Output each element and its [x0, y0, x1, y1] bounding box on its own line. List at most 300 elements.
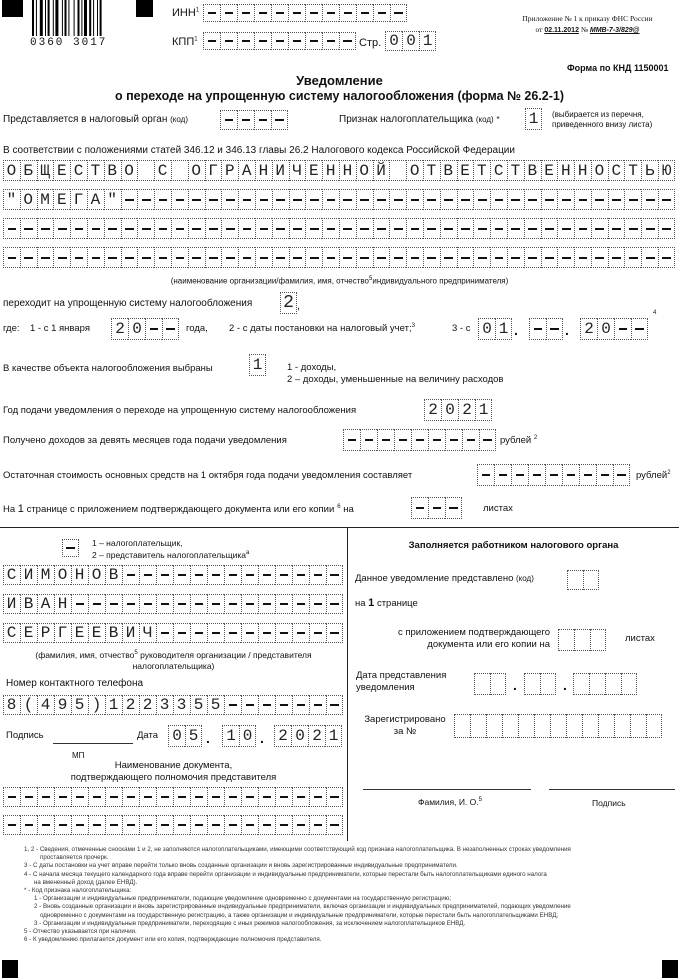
- char-cell[interactable]: [541, 247, 558, 268]
- char-cell[interactable]: [406, 247, 423, 268]
- char-cell[interactable]: [440, 247, 457, 268]
- char-cell[interactable]: [583, 570, 599, 590]
- char-cell[interactable]: [207, 623, 224, 643]
- char-cell[interactable]: [356, 218, 373, 239]
- char-cell[interactable]: [423, 189, 440, 210]
- char-cell[interactable]: [289, 218, 306, 239]
- char-cell[interactable]: [190, 594, 207, 614]
- char-cell[interactable]: [490, 247, 507, 268]
- char-cell[interactable]: [190, 815, 207, 835]
- char-cell[interactable]: [541, 218, 558, 239]
- taxpayer-sign-field[interactable]: [525, 108, 542, 130]
- char-cell[interactable]: [275, 815, 292, 835]
- char-cell[interactable]: [428, 429, 445, 451]
- char-cell[interactable]: [171, 247, 188, 268]
- char-cell[interactable]: [658, 218, 675, 239]
- char-cell[interactable]: [272, 247, 289, 268]
- char-cell[interactable]: [507, 247, 524, 268]
- char-cell[interactable]: [490, 673, 506, 695]
- char-cell[interactable]: 2: [111, 318, 128, 340]
- char-cell[interactable]: [241, 787, 258, 807]
- char-cell[interactable]: [121, 218, 138, 239]
- char-cell[interactable]: [237, 32, 254, 50]
- char-cell[interactable]: [305, 218, 322, 239]
- char-cell[interactable]: [574, 189, 591, 210]
- inn-field[interactable]: [203, 4, 407, 22]
- kpp-field[interactable]: [203, 32, 356, 50]
- char-cell[interactable]: [590, 629, 606, 651]
- char-cell[interactable]: [394, 429, 411, 451]
- tax-authority-code-field[interactable]: [220, 110, 288, 130]
- char-cell[interactable]: [3, 815, 20, 835]
- char-cell[interactable]: [486, 714, 502, 738]
- char-cell[interactable]: [272, 218, 289, 239]
- char-cell[interactable]: [524, 189, 541, 210]
- char-cell[interactable]: [339, 4, 356, 22]
- char-cell[interactable]: [557, 218, 574, 239]
- char-cell[interactable]: 1: [222, 725, 239, 747]
- char-cell[interactable]: [241, 815, 258, 835]
- char-cell[interactable]: 0: [478, 318, 495, 340]
- transition-year3-field[interactable]: [580, 318, 648, 340]
- char-cell[interactable]: [105, 594, 122, 614]
- char-cell[interactable]: [641, 189, 658, 210]
- char-cell[interactable]: [524, 247, 541, 268]
- char-cell[interactable]: [271, 110, 288, 130]
- char-cell[interactable]: [490, 189, 507, 210]
- char-cell[interactable]: [104, 247, 121, 268]
- char-cell[interactable]: [470, 714, 486, 738]
- char-cell[interactable]: 2: [280, 292, 297, 314]
- char-cell[interactable]: 1: [419, 31, 436, 51]
- char-cell[interactable]: [275, 787, 292, 807]
- char-cell[interactable]: [377, 429, 394, 451]
- char-cell[interactable]: [440, 218, 457, 239]
- organization-name-row[interactable]: [3, 160, 679, 181]
- char-cell[interactable]: [156, 815, 173, 835]
- char-cell[interactable]: [574, 629, 590, 651]
- char-cell[interactable]: [624, 189, 641, 210]
- char-cell[interactable]: [511, 464, 528, 486]
- char-cell[interactable]: [389, 247, 406, 268]
- char-cell[interactable]: [309, 815, 326, 835]
- char-cell[interactable]: [292, 787, 309, 807]
- char-cell[interactable]: [473, 218, 490, 239]
- char-cell[interactable]: [567, 570, 583, 590]
- char-cell[interactable]: [550, 714, 566, 738]
- char-cell[interactable]: [309, 623, 326, 643]
- char-cell[interactable]: [557, 189, 574, 210]
- char-cell[interactable]: [207, 787, 224, 807]
- sign-date-day-field[interactable]: [168, 725, 202, 747]
- char-cell[interactable]: [582, 714, 598, 738]
- page-number-field[interactable]: [385, 31, 436, 51]
- char-cell[interactable]: [326, 787, 343, 807]
- char-cell[interactable]: [156, 565, 173, 585]
- char-cell[interactable]: [190, 787, 207, 807]
- char-cell[interactable]: [122, 815, 139, 835]
- char-cell[interactable]: [502, 714, 518, 738]
- char-cell[interactable]: [546, 318, 563, 340]
- char-cell[interactable]: 1: [249, 354, 266, 376]
- tax-office-submitted-field[interactable]: [567, 570, 599, 590]
- char-cell[interactable]: [305, 4, 322, 22]
- char-cell[interactable]: [309, 594, 326, 614]
- char-cell[interactable]: [241, 594, 258, 614]
- char-cell[interactable]: [574, 218, 591, 239]
- char-cell[interactable]: [241, 623, 258, 643]
- char-cell[interactable]: [139, 787, 156, 807]
- char-cell[interactable]: [203, 32, 220, 50]
- char-cell[interactable]: [630, 714, 646, 738]
- char-cell[interactable]: [87, 218, 104, 239]
- char-cell[interactable]: [137, 247, 154, 268]
- char-cell[interactable]: [326, 623, 343, 643]
- char-cell[interactable]: [591, 189, 608, 210]
- char-cell[interactable]: [646, 714, 662, 738]
- char-cell[interactable]: [598, 714, 614, 738]
- char-cell[interactable]: [589, 673, 605, 695]
- char-cell[interactable]: [390, 4, 407, 22]
- char-cell[interactable]: [237, 4, 254, 22]
- char-cell[interactable]: [171, 189, 188, 210]
- char-cell[interactable]: [373, 4, 390, 22]
- char-cell[interactable]: [624, 247, 641, 268]
- char-cell[interactable]: [173, 623, 190, 643]
- char-cell[interactable]: [309, 565, 326, 585]
- char-cell[interactable]: [190, 565, 207, 585]
- char-cell[interactable]: [241, 695, 258, 715]
- char-cell[interactable]: [54, 815, 71, 835]
- submit-year-field[interactable]: [424, 399, 492, 421]
- char-cell[interactable]: [53, 218, 70, 239]
- char-cell[interactable]: [440, 189, 457, 210]
- char-cell[interactable]: [322, 189, 339, 210]
- char-cell[interactable]: [557, 247, 574, 268]
- char-cell[interactable]: [137, 218, 154, 239]
- char-cell[interactable]: [479, 429, 496, 451]
- char-cell[interactable]: 0: [128, 318, 145, 340]
- char-cell[interactable]: [105, 787, 122, 807]
- char-cell[interactable]: [20, 787, 37, 807]
- tax-office-date-month-field[interactable]: [524, 673, 556, 695]
- char-cell[interactable]: 2: [274, 725, 291, 747]
- char-cell[interactable]: [305, 247, 322, 268]
- char-cell[interactable]: [494, 464, 511, 486]
- char-cell[interactable]: [322, 247, 339, 268]
- char-cell[interactable]: [292, 594, 309, 614]
- char-cell[interactable]: [658, 247, 675, 268]
- char-cell[interactable]: [275, 594, 292, 614]
- char-cell[interactable]: [373, 218, 390, 239]
- char-cell[interactable]: [423, 247, 440, 268]
- char-cell[interactable]: [188, 189, 205, 210]
- char-cell[interactable]: [220, 32, 237, 50]
- char-cell[interactable]: [474, 673, 490, 695]
- char-cell[interactable]: [139, 565, 156, 585]
- char-cell[interactable]: [631, 318, 648, 340]
- tax-office-fio-line[interactable]: [363, 789, 531, 790]
- tax-office-attach-field[interactable]: [558, 629, 606, 651]
- char-cell[interactable]: [477, 464, 494, 486]
- char-cell[interactable]: [275, 695, 292, 715]
- char-cell[interactable]: [624, 218, 641, 239]
- char-cell[interactable]: 1: [325, 725, 342, 747]
- char-cell[interactable]: [573, 673, 589, 695]
- char-cell[interactable]: [224, 594, 241, 614]
- char-cell[interactable]: [574, 247, 591, 268]
- char-cell[interactable]: [20, 815, 37, 835]
- char-cell[interactable]: [292, 815, 309, 835]
- char-cell[interactable]: [171, 218, 188, 239]
- char-cell[interactable]: [62, 539, 79, 557]
- char-cell[interactable]: [288, 32, 305, 50]
- organization-name-row[interactable]: [3, 247, 675, 268]
- char-cell[interactable]: [224, 565, 241, 585]
- char-cell[interactable]: [121, 247, 138, 268]
- char-cell[interactable]: [579, 464, 596, 486]
- char-cell[interactable]: [258, 815, 275, 835]
- char-cell[interactable]: [255, 218, 272, 239]
- char-cell[interactable]: [373, 247, 390, 268]
- char-cell[interactable]: [156, 787, 173, 807]
- sign-date-month-field[interactable]: [222, 725, 256, 747]
- char-cell[interactable]: 2: [308, 725, 325, 747]
- char-cell[interactable]: [566, 714, 582, 738]
- signer-type-field[interactable]: [62, 539, 79, 557]
- char-cell[interactable]: [356, 247, 373, 268]
- tax-office-reg-number-field[interactable]: [454, 714, 662, 738]
- char-cell[interactable]: [221, 247, 238, 268]
- char-cell[interactable]: [162, 318, 179, 340]
- tax-office-date-day-field[interactable]: [474, 673, 506, 695]
- transition-year-field[interactable]: [111, 318, 179, 340]
- phone-field[interactable]: [3, 695, 343, 715]
- char-cell[interactable]: 0: [239, 725, 256, 747]
- char-cell[interactable]: 1: [495, 318, 512, 340]
- char-cell[interactable]: [608, 247, 625, 268]
- char-cell[interactable]: [356, 189, 373, 210]
- char-cell[interactable]: [188, 218, 205, 239]
- char-cell[interactable]: [326, 815, 343, 835]
- char-cell[interactable]: [224, 787, 241, 807]
- transition-month-field[interactable]: [529, 318, 563, 340]
- transition-day-field[interactable]: [478, 318, 512, 340]
- char-cell[interactable]: [255, 247, 272, 268]
- char-cell[interactable]: [37, 815, 54, 835]
- char-cell[interactable]: [339, 32, 356, 50]
- char-cell[interactable]: [457, 218, 474, 239]
- char-cell[interactable]: [457, 189, 474, 210]
- char-cell[interactable]: [139, 815, 156, 835]
- char-cell[interactable]: [288, 4, 305, 22]
- char-cell[interactable]: [238, 189, 255, 210]
- char-cell[interactable]: 1: [475, 399, 492, 421]
- char-cell[interactable]: [309, 787, 326, 807]
- char-cell[interactable]: [614, 714, 630, 738]
- char-cell[interactable]: [292, 565, 309, 585]
- char-cell[interactable]: [258, 623, 275, 643]
- char-cell[interactable]: [271, 32, 288, 50]
- char-cell[interactable]: [173, 565, 190, 585]
- char-cell[interactable]: 0: [385, 31, 402, 51]
- char-cell[interactable]: [445, 429, 462, 451]
- char-cell[interactable]: [292, 695, 309, 715]
- char-cell[interactable]: [88, 815, 105, 835]
- char-cell[interactable]: 0: [402, 31, 419, 51]
- char-cell[interactable]: [462, 429, 479, 451]
- char-cell[interactable]: [37, 247, 54, 268]
- char-cell[interactable]: [445, 497, 462, 519]
- char-cell[interactable]: [528, 464, 545, 486]
- char-cell[interactable]: [524, 218, 541, 239]
- char-cell[interactable]: 2: [424, 399, 441, 421]
- char-cell[interactable]: [154, 218, 171, 239]
- auth-doc-field-row2[interactable]: [3, 815, 343, 835]
- income-field[interactable]: [343, 429, 496, 451]
- char-cell[interactable]: 0: [597, 318, 614, 340]
- char-cell[interactable]: [309, 695, 326, 715]
- char-cell[interactable]: 0: [441, 399, 458, 421]
- char-cell[interactable]: [591, 218, 608, 239]
- auth-doc-field-row1[interactable]: [3, 787, 343, 807]
- char-cell[interactable]: [207, 815, 224, 835]
- char-cell[interactable]: [88, 787, 105, 807]
- char-cell[interactable]: [473, 247, 490, 268]
- char-cell[interactable]: [534, 714, 550, 738]
- signer-name-field[interactable]: [3, 594, 343, 614]
- char-cell[interactable]: [254, 32, 271, 50]
- char-cell[interactable]: [241, 565, 258, 585]
- char-cell[interactable]: [224, 815, 241, 835]
- char-cell[interactable]: [339, 218, 356, 239]
- char-cell[interactable]: [154, 189, 171, 210]
- char-cell[interactable]: [54, 787, 71, 807]
- char-cell[interactable]: 5: [185, 725, 202, 747]
- char-cell[interactable]: [37, 787, 54, 807]
- char-cell[interactable]: [258, 565, 275, 585]
- char-cell[interactable]: [613, 464, 630, 486]
- char-cell[interactable]: [339, 189, 356, 210]
- char-cell[interactable]: [70, 247, 87, 268]
- char-cell[interactable]: [258, 787, 275, 807]
- char-cell[interactable]: [37, 218, 54, 239]
- char-cell[interactable]: 2: [580, 318, 597, 340]
- char-cell[interactable]: [139, 594, 156, 614]
- tax-object-field[interactable]: [249, 354, 266, 376]
- char-cell[interactable]: [339, 247, 356, 268]
- organization-name-row[interactable]: [3, 189, 675, 210]
- char-cell[interactable]: [20, 218, 37, 239]
- char-cell[interactable]: 2: [458, 399, 475, 421]
- char-cell[interactable]: [545, 464, 562, 486]
- char-cell[interactable]: [322, 4, 339, 22]
- char-cell[interactable]: [71, 815, 88, 835]
- char-cell[interactable]: 1: [525, 108, 542, 130]
- char-cell[interactable]: [621, 673, 637, 695]
- char-cell[interactable]: [20, 247, 37, 268]
- char-cell[interactable]: [641, 247, 658, 268]
- char-cell[interactable]: [205, 218, 222, 239]
- char-cell[interactable]: [220, 4, 237, 22]
- char-cell[interactable]: [271, 4, 288, 22]
- char-cell[interactable]: [490, 218, 507, 239]
- sign-date-year-field[interactable]: [274, 725, 342, 747]
- char-cell[interactable]: [154, 247, 171, 268]
- char-cell[interactable]: [122, 787, 139, 807]
- char-cell[interactable]: [254, 110, 271, 130]
- char-cell[interactable]: [275, 565, 292, 585]
- char-cell[interactable]: [221, 218, 238, 239]
- char-cell[interactable]: [87, 247, 104, 268]
- char-cell[interactable]: 0: [291, 725, 308, 747]
- signature-line[interactable]: [53, 743, 133, 744]
- char-cell[interactable]: [558, 629, 574, 651]
- char-cell[interactable]: [292, 623, 309, 643]
- char-cell[interactable]: [605, 673, 621, 695]
- char-cell[interactable]: [591, 247, 608, 268]
- char-cell[interactable]: [608, 189, 625, 210]
- char-cell[interactable]: [411, 497, 428, 519]
- char-cell[interactable]: [190, 623, 207, 643]
- char-cell[interactable]: [423, 218, 440, 239]
- char-cell[interactable]: [305, 189, 322, 210]
- char-cell[interactable]: [221, 189, 238, 210]
- char-cell[interactable]: [238, 218, 255, 239]
- char-cell[interactable]: [173, 787, 190, 807]
- char-cell[interactable]: 0: [168, 725, 185, 747]
- char-cell[interactable]: [104, 218, 121, 239]
- char-cell[interactable]: [540, 673, 556, 695]
- char-cell[interactable]: [188, 247, 205, 268]
- char-cell[interactable]: [529, 318, 546, 340]
- char-cell[interactable]: [518, 714, 534, 738]
- char-cell[interactable]: [173, 815, 190, 835]
- char-cell[interactable]: [322, 218, 339, 239]
- char-cell[interactable]: [326, 695, 343, 715]
- char-cell[interactable]: [207, 594, 224, 614]
- char-cell[interactable]: [105, 815, 122, 835]
- assets-field[interactable]: [477, 464, 630, 486]
- char-cell[interactable]: [207, 565, 224, 585]
- char-cell[interactable]: [258, 594, 275, 614]
- char-cell[interactable]: [53, 247, 70, 268]
- char-cell[interactable]: [326, 565, 343, 585]
- char-cell[interactable]: [255, 189, 272, 210]
- char-cell[interactable]: [360, 429, 377, 451]
- char-cell[interactable]: [457, 247, 474, 268]
- char-cell[interactable]: [428, 497, 445, 519]
- char-cell[interactable]: [305, 32, 322, 50]
- char-cell[interactable]: [289, 247, 306, 268]
- char-cell[interactable]: [224, 623, 241, 643]
- char-cell[interactable]: [205, 189, 222, 210]
- char-cell[interactable]: [71, 787, 88, 807]
- char-cell[interactable]: [608, 218, 625, 239]
- char-cell[interactable]: [406, 218, 423, 239]
- char-cell[interactable]: [238, 247, 255, 268]
- char-cell[interactable]: [88, 594, 105, 614]
- char-cell[interactable]: [145, 318, 162, 340]
- char-cell[interactable]: [254, 4, 271, 22]
- char-cell[interactable]: [507, 189, 524, 210]
- char-cell[interactable]: [220, 110, 237, 130]
- char-cell[interactable]: [507, 218, 524, 239]
- char-cell[interactable]: [326, 594, 343, 614]
- char-cell[interactable]: [454, 714, 470, 738]
- char-cell[interactable]: [205, 247, 222, 268]
- char-cell[interactable]: [343, 429, 360, 451]
